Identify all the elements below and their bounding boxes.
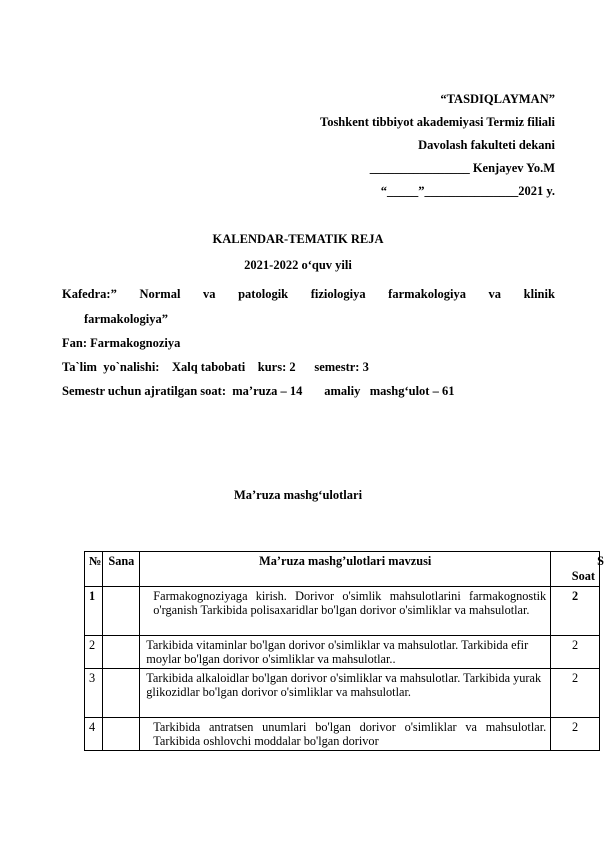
kafedra-words: [62, 287, 555, 302]
approval-org: Toshkent tibbiyot akademiyasi Termiz filiali: [320, 115, 555, 129]
kafedra-continuation: farmakologiya”: [84, 312, 169, 326]
table-header-row: [85, 552, 600, 587]
header-soat-label: Soat: [571, 569, 595, 583]
table-row: [85, 587, 600, 636]
document-title: KALENDAR-TEMATIK REJA: [212, 232, 384, 246]
kafedra-word: farmakologiya: [388, 287, 466, 301]
row-num: 3: [85, 669, 103, 718]
approval-signature: ________________ Kenjayev Yo.M: [369, 161, 555, 175]
approval-dept: Davolash fakulteti dekani: [418, 138, 555, 152]
row-topic: Tarkibida vitaminlar bo'lgan dorivor o'simliklar va mahsulotlar. Tarkibida efir moylar bo'lgan dorivor o'simliklar va mahsulotlar..: [140, 636, 551, 669]
header-sana: Sana: [103, 552, 140, 587]
header-topic: Ma’ruza mashg’ulotlari mavzusi: [140, 552, 551, 587]
kafedra-word: va: [203, 287, 216, 301]
row-sana: [103, 636, 140, 669]
row-sana: [103, 718, 140, 751]
academic-year: 2021-2022 o‘quv yili: [244, 258, 352, 272]
row-sana: [103, 669, 140, 718]
row-sana: [103, 587, 140, 636]
approval-date: “_____”_______________2021 y.: [380, 184, 555, 198]
row-topic: Tarkibida alkaloidlar bo'lgan dorivor o'simliklar va mahsulotlar. Tarkibida yurak glikozidlar bo'lgan dorivor o'simliklar va mahsulotlar.: [140, 669, 551, 718]
row-topic: Tarkibida antratsen unumlari bo'lgan dorivor o'simliklar va mahsulotlar. Tarkibida oshlovchi moddalar bo'lgan dorivor: [140, 718, 551, 751]
row-soat: 2: [551, 636, 600, 669]
row-soat: 2: [551, 718, 600, 751]
header-num: №: [85, 552, 103, 587]
table-row: [85, 669, 600, 718]
table-row: [85, 636, 600, 669]
kafedra-word: fiziologiya: [310, 287, 366, 301]
row-num: 4: [85, 718, 103, 751]
kafedra-line: [62, 287, 555, 302]
kafedra-word: patologik: [238, 287, 289, 301]
kafedra-word: Normal: [139, 287, 181, 301]
row-num: 2: [85, 636, 103, 669]
header-soat-top: S: [597, 554, 604, 568]
row-topic: Farmakognoziyaga kirish. Dorivor o'simlik mahsulotlarini farmakognostik o'rganish Tarkibida polisaxaridlar bo'lgan dorivor o'simliklar va mahsulotlar.: [140, 587, 551, 636]
talim-line: Ta`lim yo`nalishi: Xalq tabobati kurs: 2 semestr: 3: [62, 360, 369, 374]
semester-hours-line: Semestr uchun ajratilgan soat: ma’ruza – 14 amaliy mashg‘ulot – 61: [62, 384, 455, 398]
approval-title: “TASDIQLAYMAN”: [440, 92, 555, 106]
kafedra-word: klinik: [523, 287, 555, 301]
row-num: 1: [85, 587, 103, 636]
row-soat: 2: [551, 669, 600, 718]
section-title: Ma’ruza mashg‘ulotlari: [233, 488, 363, 502]
kafedra-word: va: [488, 287, 502, 301]
row-soat: 2: [551, 587, 600, 636]
fan-line: Fan: Farmakognoziya: [62, 336, 181, 350]
table-row: [85, 718, 600, 751]
kafedra-word: Kafedra:”: [62, 287, 117, 301]
header-soat: [551, 552, 604, 587]
lectures-table: [84, 551, 604, 751]
